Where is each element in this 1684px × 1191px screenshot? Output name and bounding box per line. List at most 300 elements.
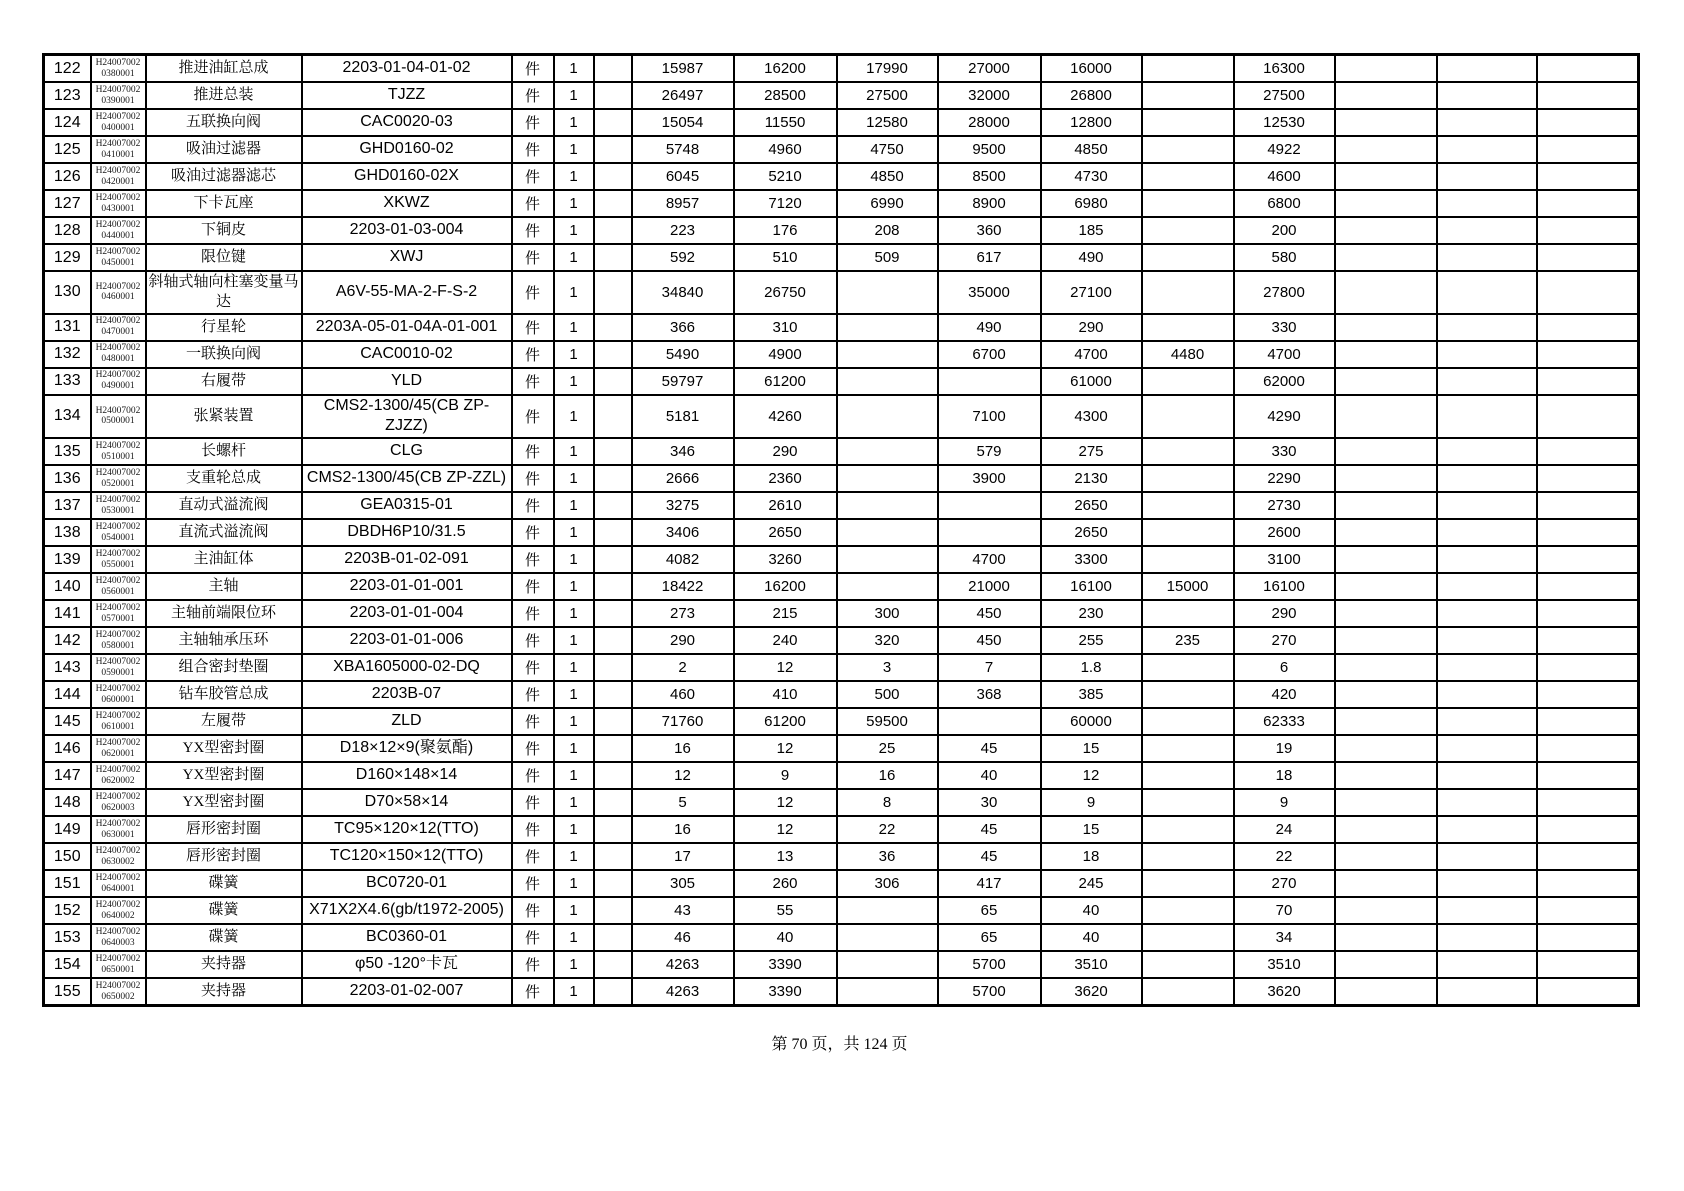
table-row [44,314,1639,341]
cell-price-value: 45 [938,843,1041,870]
cell-price-value: 27500 [1234,82,1335,109]
cell-blank [594,546,632,573]
cell-part-code [91,341,146,368]
cell-row-number: 133 [44,368,91,395]
cell-unit: 件 [512,82,554,109]
part-code-line: 0510001 [101,451,135,462]
part-code-line: H24007002 [95,548,141,559]
cell-blank [594,816,632,843]
cell-price-value [837,438,938,465]
cell-price-value: 4730 [1041,163,1142,190]
cell-blank [1537,438,1639,465]
cell-quantity: 1 [554,244,594,271]
cell-blank [1437,870,1537,897]
cell-price-value: 2650 [1041,519,1142,546]
cell-price-value [1142,735,1234,762]
cell-price-value: 24 [1234,816,1335,843]
cell-price-value: 15987 [632,55,734,83]
cell-blank [1537,341,1639,368]
cell-part-name: 下卡瓦座 [146,190,302,217]
cell-blank [594,654,632,681]
cell-price-value: 16 [632,735,734,762]
cell-price-value: 28500 [734,82,837,109]
cell-price-value: 4700 [938,546,1041,573]
cell-price-value: 330 [1234,314,1335,341]
cell-blank [1537,314,1639,341]
cell-unit: 件 [512,341,554,368]
cell-price-value: 500 [837,681,938,708]
part-code-line: 0530001 [101,505,135,516]
cell-model-spec: 2203A-05-01-04A-01-001 [302,314,512,341]
cell-price-value: 5181 [632,395,734,439]
part-code-line: H24007002 [95,737,141,748]
cell-price-value: 290 [1234,600,1335,627]
cell-price-value [1142,55,1234,83]
cell-part-name: 行星轮 [146,314,302,341]
cell-blank [1335,519,1437,546]
cell-blank [1335,870,1437,897]
cell-price-value: 16000 [1041,55,1142,83]
part-code-line: H24007002 [95,980,141,991]
cell-price-value: 40 [1041,897,1142,924]
cell-price-value [1142,492,1234,519]
cell-price-value: 410 [734,681,837,708]
cell-part-code [91,924,146,951]
cell-blank [594,627,632,654]
cell-blank [1437,136,1537,163]
cell-unit: 件 [512,762,554,789]
cell-price-value: 6800 [1234,190,1335,217]
cell-row-number: 136 [44,465,91,492]
cell-model-spec: 2203-01-01-004 [302,600,512,627]
part-code-line: 0410001 [101,149,135,160]
cell-price-value [1142,708,1234,735]
cell-price-value: 360 [938,217,1041,244]
part-code-line: H24007002 [95,710,141,721]
part-code-line: H24007002 [95,316,141,327]
cell-price-value: 55 [734,897,837,924]
table-row [44,735,1639,762]
cell-row-number: 149 [44,816,91,843]
cell-price-value: 346 [632,438,734,465]
cell-price-value: 5210 [734,163,837,190]
cell-blank [1437,465,1537,492]
cell-price-value: 4082 [632,546,734,573]
cell-part-code [91,546,146,573]
cell-quantity: 1 [554,897,594,924]
cell-price-value: 185 [1041,217,1142,244]
cell-unit: 件 [512,438,554,465]
cell-price-value: 4263 [632,951,734,978]
part-code-line: 0600001 [101,694,135,705]
part-code-line: 0640003 [101,937,135,948]
cell-row-number: 132 [44,341,91,368]
cell-price-value [1142,82,1234,109]
cell-blank [1437,546,1537,573]
cell-part-code [91,82,146,109]
cell-row-number: 122 [44,55,91,83]
cell-price-value: 12 [632,762,734,789]
cell-blank [1537,816,1639,843]
part-code-line: H24007002 [95,791,141,802]
part-code-line: 0650001 [101,964,135,975]
cell-blank [1437,519,1537,546]
cell-price-value: 4922 [1234,136,1335,163]
part-code-line: 0630002 [101,856,135,867]
cell-quantity: 1 [554,735,594,762]
cell-price-value: 12530 [1234,109,1335,136]
cell-price-value [837,341,938,368]
cell-blank [1335,789,1437,816]
cell-blank [1437,314,1537,341]
cell-price-value: 45 [938,816,1041,843]
part-code-line: H24007002 [95,467,141,478]
cell-blank [594,271,632,314]
table-row [44,55,1639,83]
table-row [44,519,1639,546]
cell-price-value: 26800 [1041,82,1142,109]
cell-blank [1537,951,1639,978]
cell-model-spec: BC0360-01 [302,924,512,951]
cell-blank [1437,217,1537,244]
cell-model-spec: 2203-01-01-006 [302,627,512,654]
cell-blank [1437,190,1537,217]
table-row [44,109,1639,136]
cell-blank [1335,978,1437,1006]
part-code-line: 0580001 [101,640,135,651]
cell-price-value: 16100 [1234,573,1335,600]
page-number-footer: 第 70 页，共 124 页 [771,1036,908,1054]
cell-price-value [1142,546,1234,573]
cell-price-value: 208 [837,217,938,244]
cell-price-value: 305 [632,870,734,897]
cell-part-code [91,951,146,978]
cell-price-value [1142,244,1234,271]
cell-unit: 件 [512,546,554,573]
part-code-line: 0460001 [101,292,135,303]
cell-price-value: 26750 [734,271,837,314]
cell-price-value: 275 [1041,438,1142,465]
cell-price-value: 61200 [734,708,837,735]
cell-blank [1537,465,1639,492]
cell-row-number: 123 [44,82,91,109]
cell-part-name: 碟簧 [146,870,302,897]
cell-quantity: 1 [554,314,594,341]
cell-price-value: 12 [734,789,837,816]
cell-price-value: 40 [1041,924,1142,951]
part-code-line: 0590001 [101,667,135,678]
part-code-line: 0620003 [101,802,135,813]
cell-price-value: 46 [632,924,734,951]
cell-blank [1437,368,1537,395]
cell-price-value: 22 [1234,843,1335,870]
cell-blank [1335,627,1437,654]
cell-price-value: 36 [837,843,938,870]
cell-price-value: 460 [632,681,734,708]
cell-part-name: 夹持器 [146,978,302,1006]
cell-blank [1537,897,1639,924]
cell-price-value: 510 [734,244,837,271]
cell-price-value: 4700 [1041,341,1142,368]
cell-price-value: 3406 [632,519,734,546]
cell-model-spec: CMS2-1300/45(CB ZP-ZJZZ) [302,395,512,439]
cell-price-value: 59797 [632,368,734,395]
cell-blank [1437,438,1537,465]
cell-blank [594,951,632,978]
cell-row-number: 124 [44,109,91,136]
cell-model-spec: D18×12×9(聚氨酯) [302,735,512,762]
cell-price-value: 2600 [1234,519,1335,546]
cell-unit: 件 [512,708,554,735]
cell-price-value: 15 [1041,735,1142,762]
part-code-line: H24007002 [95,818,141,829]
cell-blank [1335,492,1437,519]
cell-price-value: 65 [938,924,1041,951]
cell-price-value: 18422 [632,573,734,600]
cell-part-code [91,438,146,465]
cell-blank [1437,627,1537,654]
cell-price-value: 2360 [734,465,837,492]
cell-part-code [91,395,146,439]
part-code-line: H24007002 [95,370,141,381]
cell-price-value [837,546,938,573]
cell-unit: 件 [512,870,554,897]
part-code-line: 0650002 [101,991,135,1002]
table-row [44,924,1639,951]
cell-blank [594,438,632,465]
cell-price-value: 2610 [734,492,837,519]
cell-price-value: 16300 [1234,55,1335,83]
cell-price-value: 6045 [632,163,734,190]
cell-blank [1537,395,1639,439]
cell-price-value [1142,897,1234,924]
cell-model-spec: YLD [302,368,512,395]
cell-price-value: 2730 [1234,492,1335,519]
cell-part-name: 推进总装 [146,82,302,109]
cell-row-number: 134 [44,395,91,439]
cell-price-value [1142,816,1234,843]
cell-blank [594,395,632,439]
cell-price-value: 5700 [938,978,1041,1006]
cell-price-value [837,271,938,314]
cell-price-value: 2650 [734,519,837,546]
cell-blank [1437,762,1537,789]
cell-blank [1335,762,1437,789]
cell-price-value [837,924,938,951]
cell-part-name: 碟簧 [146,924,302,951]
cell-blank [1335,271,1437,314]
cell-price-value: 13 [734,843,837,870]
part-code-line: 0430001 [101,203,135,214]
cell-part-name: 张紧装置 [146,395,302,439]
cell-blank [1537,681,1639,708]
cell-price-value: 3620 [1234,978,1335,1006]
cell-price-value: 5490 [632,341,734,368]
table-row [44,244,1639,271]
part-code-line: 0640002 [101,910,135,921]
cell-unit: 件 [512,978,554,1006]
part-code-line: H24007002 [95,84,141,95]
table-row [44,897,1639,924]
cell-price-value: 235 [1142,627,1234,654]
cell-price-value: 1.8 [1041,654,1142,681]
cell-blank [1335,654,1437,681]
cell-model-spec: TC120×150×12(TTO) [302,843,512,870]
cell-unit: 件 [512,136,554,163]
cell-price-value: 61000 [1041,368,1142,395]
part-code-line: 0630001 [101,829,135,840]
cell-price-value: 8 [837,789,938,816]
cell-price-value: 71760 [632,708,734,735]
cell-quantity: 1 [554,573,594,600]
cell-row-number: 139 [44,546,91,573]
cell-part-name: 右履带 [146,368,302,395]
cell-blank [1537,136,1639,163]
cell-price-value: 366 [632,314,734,341]
table-row [44,438,1639,465]
cell-part-name: 左履带 [146,708,302,735]
part-code-line: 0480001 [101,354,135,364]
cell-part-name: 主油缸体 [146,546,302,573]
cell-blank [1335,217,1437,244]
cell-blank [594,109,632,136]
cell-price-value: 3260 [734,546,837,573]
cell-price-value [1142,654,1234,681]
cell-price-value: 22 [837,816,938,843]
cell-blank [1537,573,1639,600]
cell-part-name: 直流式溢流阀 [146,519,302,546]
cell-price-value: 290 [1041,314,1142,341]
cell-price-value: 310 [734,314,837,341]
table-row [44,573,1639,600]
cell-price-value: 4260 [734,395,837,439]
cell-unit: 件 [512,897,554,924]
part-code-line: H24007002 [95,57,141,68]
cell-quantity: 1 [554,271,594,314]
cell-blank [1537,55,1639,83]
cell-part-code [91,897,146,924]
part-code-line: 0450001 [101,257,135,268]
part-code-line: H24007002 [95,281,141,292]
cell-row-number: 131 [44,314,91,341]
cell-quantity: 1 [554,708,594,735]
part-code-line: H24007002 [95,343,141,354]
part-code-line: H24007002 [95,872,141,883]
cell-model-spec: BC0720-01 [302,870,512,897]
cell-part-name: 主轴轴承压环 [146,627,302,654]
cell-unit: 件 [512,654,554,681]
cell-price-value: 2 [632,654,734,681]
cell-model-spec: GHD0160-02 [302,136,512,163]
cell-price-value: 34 [1234,924,1335,951]
cell-blank [1437,341,1537,368]
cell-blank [1335,368,1437,395]
cell-price-value: 62333 [1234,708,1335,735]
table-row [44,271,1639,314]
part-code-line: 0400001 [101,122,135,133]
cell-blank [594,789,632,816]
cell-row-number: 148 [44,789,91,816]
cell-blank [594,978,632,1006]
cell-price-value: 9 [1234,789,1335,816]
cell-unit: 件 [512,368,554,395]
cell-blank [1537,600,1639,627]
cell-price-value [938,368,1041,395]
cell-price-value [1142,190,1234,217]
part-code-line: 0570001 [101,613,135,624]
cell-row-number: 146 [44,735,91,762]
cell-price-value [1142,978,1234,1006]
cell-unit: 件 [512,681,554,708]
part-code-line: 0490001 [101,381,135,391]
part-code-line: 0440001 [101,230,135,241]
part-code-line: H24007002 [95,165,141,176]
table-row [44,978,1639,1006]
cell-price-value [1142,789,1234,816]
cell-row-number: 125 [44,136,91,163]
cell-price-value: 43 [632,897,734,924]
cell-blank [1437,573,1537,600]
cell-blank [1335,708,1437,735]
cell-price-value: 9 [734,762,837,789]
cell-blank [1335,314,1437,341]
cell-price-value: 15000 [1142,573,1234,600]
cell-row-number: 129 [44,244,91,271]
cell-price-value: 3390 [734,978,837,1006]
cell-blank [594,82,632,109]
cell-quantity: 1 [554,465,594,492]
cell-quantity: 1 [554,190,594,217]
table-row [44,341,1639,368]
cell-part-name: 支重轮总成 [146,465,302,492]
cell-price-value [1142,395,1234,439]
cell-blank [594,341,632,368]
part-code-line: H24007002 [95,899,141,910]
cell-part-code [91,271,146,314]
cell-price-value: 35000 [938,271,1041,314]
cell-price-value: 579 [938,438,1041,465]
cell-part-code [91,762,146,789]
cell-price-value: 4900 [734,341,837,368]
cell-price-value [837,978,938,1006]
cell-price-value: 12 [734,816,837,843]
part-code-line: 0500001 [101,416,135,427]
cell-blank [1437,271,1537,314]
cell-price-value [837,395,938,439]
cell-price-value: 27100 [1041,271,1142,314]
cell-blank [1537,789,1639,816]
cell-row-number: 152 [44,897,91,924]
cell-price-value: 270 [1234,627,1335,654]
cell-blank [594,681,632,708]
cell-part-code [91,681,146,708]
cell-quantity: 1 [554,951,594,978]
cell-row-number: 126 [44,163,91,190]
cell-blank [1335,341,1437,368]
cell-part-code [91,314,146,341]
cell-model-spec: 2203-01-01-001 [302,573,512,600]
part-code-line: H24007002 [95,219,141,230]
cell-quantity: 1 [554,438,594,465]
cell-blank [594,735,632,762]
cell-price-value: 330 [1234,438,1335,465]
cell-part-name: YX型密封圈 [146,789,302,816]
cell-part-code [91,816,146,843]
cell-blank [1437,492,1537,519]
cell-blank [1537,708,1639,735]
cell-blank [594,314,632,341]
cell-price-value: 60000 [1041,708,1142,735]
